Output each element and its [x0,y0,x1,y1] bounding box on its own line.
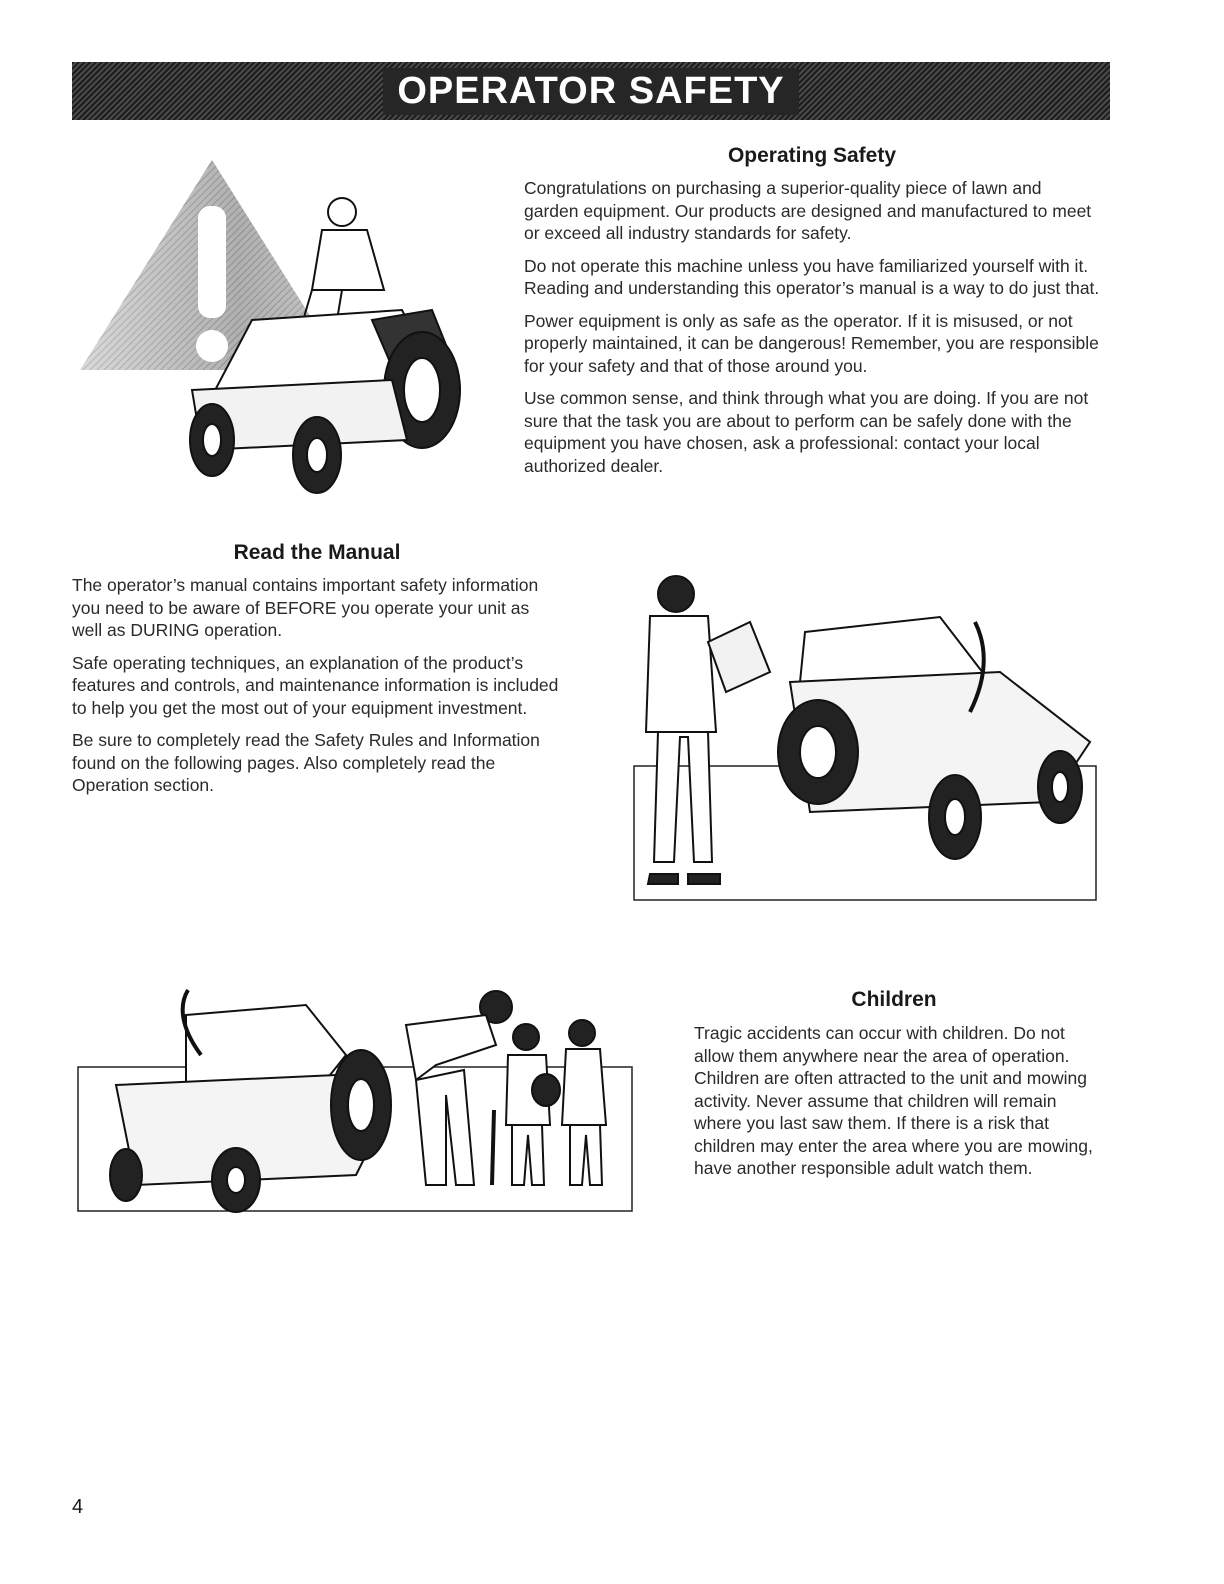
paragraph: Congratulations on purchasing a superior-quality piece of lawn and garden equipment. Our products are designed and manufactured to meet or exceed all industry standards for safety. [524,178,1092,243]
operating-safety-heading: Operating Safety [727,144,897,167]
reading-manual-illustration [630,562,1100,904]
page-title: OPERATOR SAFETY [383,68,798,115]
page-number: 4 [72,1496,84,1518]
children-illustration [76,985,636,1215]
warning-mower-illustration [72,140,472,500]
operating-safety-text [524,177,1100,487]
children-heading: Children [851,988,937,1011]
paragraph: Power equipment is only as safe as the operator. If it is misused, or not properly maintained, it can be dangerous! Remember, you are responsible for your safety and that of those around you. [524,310,1099,376]
paragraph: Be sure to completely read the Safety Rules and Information found on the following pages. Also completely read the Operation section. [72,730,540,795]
header-banner [72,62,1110,120]
paragraph: Safe operating techniques, an explanation of the product’s features and controls, and maintenance information is included to help you get the most out of your equipment investment. [72,652,559,718]
paragraph: Use common sense, and think through what you are doing. If you are not sure that the task you are about to perform can be safely done with the equipment you have chosen, ask a professional: contact your local authorized dealer. [524,388,1089,476]
paragraph: The operator’s manual contains important safety information you need to be aware of BEFORE you operate your unit as well as DURING operation. [72,575,539,640]
children-text [694,1022,1094,1190]
read-manual-text [72,574,562,807]
paragraph: Tragic accidents can occur with children. Do not allow them anywhere near the area of operation. Children are often attracted to the unit and mowing activity. Never assume that children will remain where you last saw them. If there is a risk that children may enter the area where you are mowing, have another responsible adult watch them. [694,1023,1093,1178]
read-manual-heading: Read the Manual [233,541,401,564]
paragraph: Do not operate this machine unless you have familiarized yourself with it. Reading and understanding this operator’s manual is a way to do just that. [524,255,1100,298]
